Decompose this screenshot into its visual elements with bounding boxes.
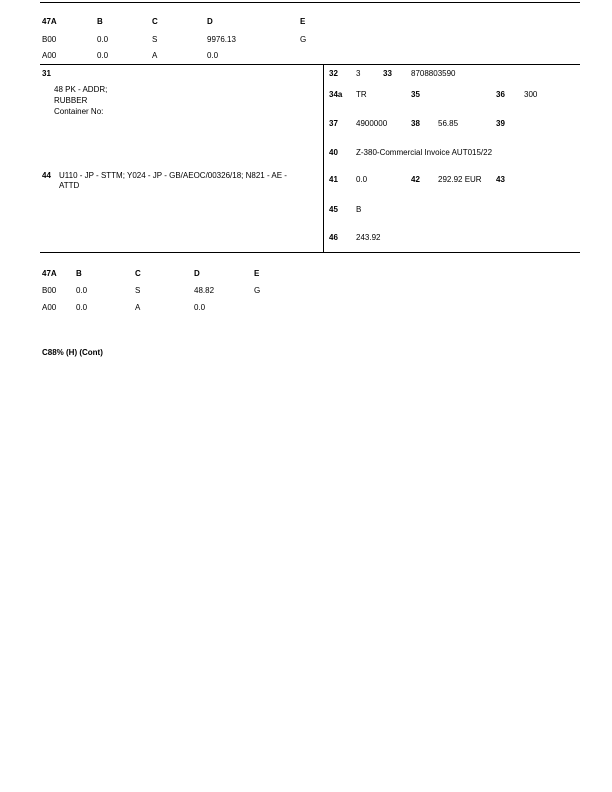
- tax-cell: 0.0: [97, 35, 109, 44]
- tax-header-47a: 47A: [42, 269, 57, 278]
- tax-cell: B00: [42, 286, 57, 295]
- tax-header-47a: 47A: [42, 17, 57, 26]
- box-32-value: 3: [356, 69, 361, 78]
- tax-cell: 9976.13: [207, 35, 236, 44]
- tax-cell: A00: [42, 51, 57, 60]
- tax-header-c: C: [135, 269, 141, 278]
- box-37-value: 4900000: [356, 119, 388, 128]
- box-44-line: ATTD: [59, 181, 80, 190]
- box-45-value: B: [356, 205, 362, 214]
- tax-header-d: D: [207, 17, 213, 26]
- box-42-value: 292.92 EUR: [438, 175, 482, 184]
- column-divider: [323, 64, 324, 252]
- box-35-label: 35: [411, 90, 420, 99]
- tax-cell: 0.0: [97, 51, 109, 60]
- box-46-value: 243.92: [356, 233, 381, 242]
- box-31-line: Container No:: [54, 107, 104, 116]
- box-36-value: 300: [524, 90, 538, 99]
- tax-cell: 48.82: [194, 286, 215, 295]
- box-43-label: 43: [496, 175, 505, 184]
- box-31-line: RUBBER: [54, 96, 88, 105]
- box-37-label: 37: [329, 119, 338, 128]
- form-code-note: C88% (H) (Cont): [42, 348, 103, 357]
- box-40-label: 40: [329, 148, 338, 157]
- box-34a-label: 34a: [329, 90, 343, 99]
- box-45-label: 45: [329, 205, 338, 214]
- section-divider: [40, 64, 580, 65]
- box-46-label: 46: [329, 233, 338, 242]
- box-42-label: 42: [411, 175, 420, 184]
- tax-cell: S: [152, 35, 158, 44]
- tax-header-d: D: [194, 269, 200, 278]
- box-31-line: 48 PK - ADDR;: [54, 85, 108, 94]
- tax-cell: 0.0: [207, 51, 219, 60]
- tax-cell: 0.0: [76, 303, 88, 312]
- tax-cell: G: [300, 35, 307, 44]
- box-41-label: 41: [329, 175, 338, 184]
- box-44-line: U110 - JP - STTM; Y024 - JP - GB/AEOC/00326/18; N821 - AE -: [59, 171, 287, 180]
- box-32-label: 32: [329, 69, 338, 78]
- box-40-value: Z-380-Commercial Invoice AUT015/22: [356, 148, 493, 157]
- tax-cell: G: [254, 286, 261, 295]
- tax-cell: A00: [42, 303, 57, 312]
- box-34a-value: TR: [356, 90, 367, 99]
- box-31-label: 31: [42, 69, 51, 78]
- tax-header-c: C: [152, 17, 158, 26]
- tax-cell: 0.0: [194, 303, 206, 312]
- tax-cell: B00: [42, 35, 57, 44]
- tax-header-b: B: [76, 269, 82, 278]
- top-border: [40, 2, 580, 3]
- box-33-label: 33: [383, 69, 392, 78]
- section-divider: [40, 252, 580, 253]
- box-41-value: 0.0: [356, 175, 368, 184]
- tax-header-e: E: [254, 269, 260, 278]
- tax-cell: A: [135, 303, 141, 312]
- box-44-label: 44: [42, 171, 51, 180]
- tax-header-b: B: [97, 17, 103, 26]
- tax-header-e: E: [300, 17, 306, 26]
- box-38-value: 56.85: [438, 119, 459, 128]
- tax-cell: A: [152, 51, 158, 60]
- box-38-label: 38: [411, 119, 420, 128]
- tax-cell: 0.0: [76, 286, 88, 295]
- box-36-label: 36: [496, 90, 505, 99]
- tax-cell: S: [135, 286, 141, 295]
- box-39-label: 39: [496, 119, 505, 128]
- box-33-value: 8708803590: [411, 69, 456, 78]
